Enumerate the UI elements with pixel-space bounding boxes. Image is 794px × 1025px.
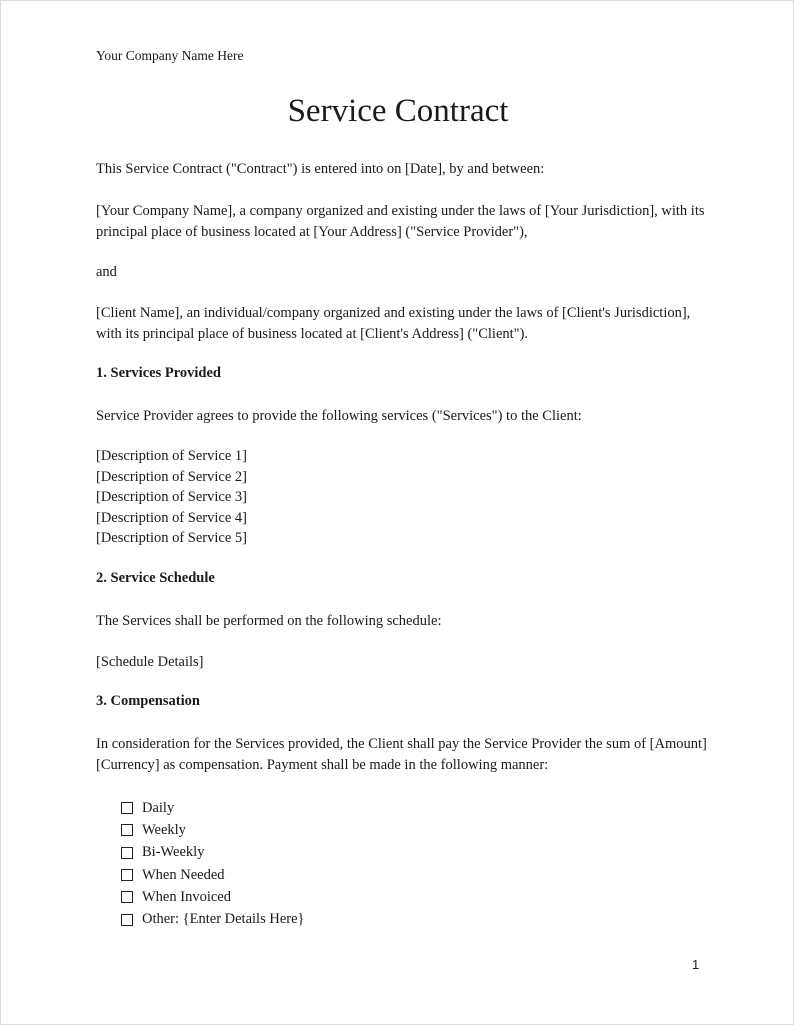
checkbox[interactable] — [121, 824, 133, 836]
payment-option[interactable] — [121, 908, 304, 930]
services-list — [96, 446, 247, 549]
service-item: [Description of Service 4] — [96, 509, 247, 526]
payment-option-label: Bi-Weekly — [142, 844, 205, 861]
payment-option-label: When Invoiced — [142, 888, 231, 905]
provider-paragraph: [Your Company Name], a company organized and existing under the laws of [Your Jurisdiction], with its principal place of business located at [Your Address] ("Service Provider"), — [96, 203, 705, 240]
service-item: [Description of Service 5] — [96, 530, 247, 546]
document-title: Service Contract — [287, 93, 509, 129]
page-number: 1 — [692, 957, 700, 972]
payment-option[interactable] — [121, 819, 304, 841]
section-heading-schedule: 2. Service Schedule — [96, 570, 215, 586]
payment-option-label: Weekly — [142, 821, 186, 838]
header-company-name: Your Company Name Here — [96, 48, 244, 63]
checkbox[interactable] — [121, 847, 133, 859]
client-paragraph: [Client Name], an individual/company organized and existing under the laws of [Client's Jurisdiction], with its principal place of business located at [Client's Address] ("Client"). — [96, 305, 691, 342]
checkbox[interactable] — [121, 891, 133, 903]
payment-option[interactable] — [121, 886, 304, 908]
service-item: [Description of Service 2] — [96, 468, 247, 485]
payment-option-label: When Needed — [142, 866, 225, 883]
payment-options-checklist — [121, 797, 304, 931]
checkbox[interactable] — [121, 914, 133, 926]
intro-paragraph: This Service Contract ("Contract") is entered into on [Date], by and between: — [96, 161, 545, 177]
and-text: and — [96, 264, 117, 280]
payment-option[interactable] — [121, 864, 304, 886]
schedule-intro: The Services shall be performed on the following schedule: — [96, 613, 442, 629]
payment-option-label: Daily — [142, 799, 175, 816]
section-heading-compensation: 3. Compensation — [96, 693, 200, 709]
payment-option[interactable] — [121, 797, 304, 819]
services-intro: Service Provider agrees to provide the following services ("Services") to the Client: — [96, 408, 582, 424]
service-item: [Description of Service 3] — [96, 489, 247, 505]
payment-option-label: Other: {Enter Details Here} — [142, 911, 305, 928]
checkbox[interactable] — [121, 869, 133, 881]
schedule-details: [Schedule Details] — [96, 654, 204, 670]
service-item: [Description of Service 1] — [96, 448, 247, 464]
payment-option[interactable] — [121, 842, 304, 864]
checkbox[interactable] — [121, 802, 133, 814]
compensation-paragraph: In consideration for the Services provided, the Client shall pay the Service Provider the sum of [Amount] [Currency] as compensation. Payment shall be made in the following manner: — [96, 736, 707, 773]
section-heading-services: 1. Services Provided — [96, 365, 221, 381]
